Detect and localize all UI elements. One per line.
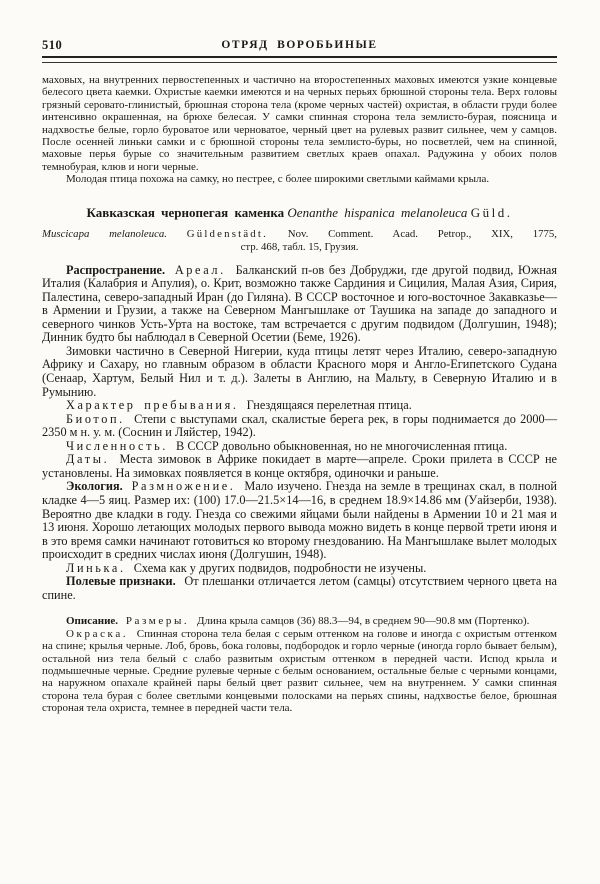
species-author: Güld. (470, 204, 513, 220)
section-label-daty: Даты. (66, 452, 110, 467)
section-label-biotop: Биотоп. (66, 411, 125, 426)
section-text: Гнездящаяся перелетная птица. (246, 398, 412, 413)
species-account (42, 264, 557, 603)
citation-source: Nov. Comment. Acad. Petrop., XIX, 1775, (287, 227, 558, 240)
synonym-name: Muscicapa melanoleuca. (42, 227, 167, 240)
section-polevye-priznaki (42, 575, 557, 602)
subsection-label-razmery: Размеры. (125, 615, 190, 628)
section-text: От плешанки отличается летом (самцы) отсутствием черного цвета на спине. (42, 574, 557, 602)
tail-paragraph-1: маховых, на внутренних первостепенных и частично на второстепенных маховых имеются узкие концевые белесого цвета каемки. Охристые каемки имеются и на черных перьях брюшной стороны тела. Верх головы грязный серовато-глинистый, брюшная сторона тела (кроме черных частей) охристая, в области груди более интенсивно окрашенная, на брюхе белесая. У самки спинная сторона тела землисто-бурая, поясница и надхвостье белые, горло буроватое или черноватое, черный цвет на рулевых развит сильнее, чем у самцов. После осенней линьки самки и с брюшной стороны тела землисто-буры, но посветлей, чем на спинной, маховые перья бурые со значительным развитием светлых краев опахал. Радужина у обоих полов темнобурая, клюв и ноги черные. (42, 74, 557, 173)
description-block (42, 615, 557, 714)
section-zimovki (42, 345, 557, 399)
section-text: Длина крыла самцов (36) 88.3—94, в среднем 90—90.8 мм (Портенко). (197, 615, 530, 628)
species-name-latin: Oenanthe hispanica melanoleuca (287, 204, 468, 220)
section-text: Спинная сторона тела белая с серым оттенком на голове и иногда с охристым оттенком на спине; крылья черные. Лоб, бровь, бока головы, подбородок и горло черные (иногда горло бывает белым), остальной низ тела белый с слабо развитым охристым оттенком в передней части. Испод крыла и подмышечные черные. Средние рулевые черные с белым основанием, остальные белые с черными концами, на наружном опахале крайней пары белый цвет развит сильнее, чем на внутреннем. У самки спинная сторона тела бурая с более светлыми концевыми полосками на перьях спины, надхвостье белое, брюшная стороная тела охриста, темнее в передней части тела. (42, 627, 558, 715)
section-linka (42, 562, 557, 576)
section-biotop (42, 413, 557, 440)
citation-line-1 (42, 228, 557, 241)
section-opisanie-razmery (42, 615, 557, 627)
section-okraska (42, 628, 557, 715)
citation-line-2: стр. 468, табл. 15, Грузия. (240, 240, 359, 253)
subsection-label-razmnozhenie: Размножение. (131, 479, 236, 494)
tail-paragraph-2: Молодая птица похожа на самку, но пестрее, с более широкими светлыми каймами крыла. (66, 173, 490, 186)
section-daty (42, 453, 557, 480)
citation-author: Güldenstädt. (186, 227, 269, 240)
section-label-opisanie: Описание. (66, 615, 119, 628)
section-label-linka: Линька. (66, 560, 126, 575)
section-ekologiya (42, 480, 557, 561)
page-number: 510 (42, 38, 63, 52)
section-text: Схема как у других подвидов, подробности не изучены. (133, 560, 427, 575)
species-name-russian: Кавказская чернопегая каменка (86, 204, 285, 220)
section-text: Степи с выступами скал, скалистые берега рек, в горы поднимается до 2000—2350 м н. у. м. (Соснин и Ляйстер, 1942). (42, 411, 557, 440)
running-title: ОТРЯД ВОРОБЬИНЫЕ (221, 39, 378, 51)
subsection-label-areal: Ареал. (174, 262, 226, 277)
subsection-label-okraska: Окраска. (66, 627, 129, 640)
previous-species-tail (42, 74, 557, 186)
synonymy-citation (42, 228, 557, 254)
section-label-ekologiya: Экология. (66, 479, 123, 494)
section-label-rasprostranenie: Распространение. (66, 262, 166, 277)
section-text: В СССР довольно обыкновенная, но не многочисленная птица. (176, 438, 508, 453)
section-rasprostranenie (42, 264, 557, 345)
section-label-polevye: Полевые признаки. (66, 574, 176, 589)
section-label-chislennost: Численность. (66, 438, 168, 453)
section-label-harakter: Характер пребывания. (66, 398, 239, 413)
section-text: Места зимовок в Африке покидает в марте—апреле. Сроки прилета в СССР не установлены. На зимовках появляется в конце октября, одиночки и раньше. (42, 452, 557, 480)
running-header (42, 38, 557, 54)
section-text: Балканский п-ов без Добруджи, где другой подвид, Южная Италия (Калабрия и Апулия), о. Крит, возможно также Сардиния и Сицилия, Малая Азия, Сирия, Палестина, северо-западный Иран (до Гиляна). В СССР восточное и юго-восточное Закавказье—в Армении и Грузии, а также на Северном Мангышлаке от Таушика на западе до западного и северного чинков Усть-Урта на востоке, там встречается с другим подвидом (Долгушин, 1948); Динник будто бы наблюдал в Северной Осетии (Беме, 1926). (42, 262, 558, 345)
section-chislennost (42, 440, 557, 454)
section-text: Мало изучено. Гнезда на земле в трещинах скал, в полной кладке 4—5 яиц. Размер их: (100) 17.0—21.5×14—16, в среднем 18.9×14.86 мм (Уайзерби, 1938). Вероятно две кладки в году. Гнезда со свежими яйцами были найдены в Армении 10 и 21 мая и 13 июня. Хорошо летающих молодых первого вывода можно видеть в конце первой трети июня и в это время самки начинают готовиться ко второму гнездованию. На Мангышлаке вылет молодых происходит в средних числах июня (Долгушин, 1948). (42, 479, 557, 562)
species-heading (42, 205, 557, 220)
header-rule (42, 56, 557, 63)
section-text: Зимовки частично в Северной Нигерии, куда птицы летят через Италию, северо-западную Африку и Сахару, но главным образом в области Красного моря и Англо-Египетского Судана (Сенаар, Хартум, Белый Нил и т. д.). Залеты в Англию, на Мальту, в Северную Италию и в Румынию. (42, 343, 557, 399)
section-harakter (42, 399, 557, 413)
